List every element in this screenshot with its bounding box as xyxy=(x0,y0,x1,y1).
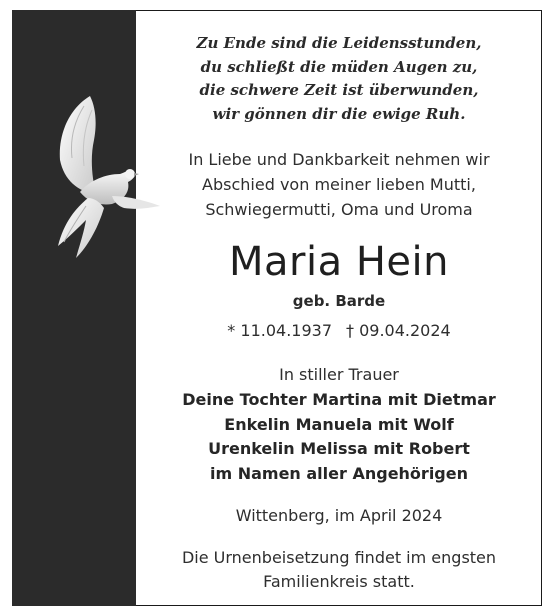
intro-line: Schwiegermutti, Oma und Uroma xyxy=(205,200,473,219)
mourner-line: Deine Tochter Martina mit Dietmar xyxy=(182,390,496,409)
burial-line: Familienkreis statt. xyxy=(263,572,415,591)
place-date: Wittenberg, im April 2024 xyxy=(235,506,443,525)
mourner-line: Urenkelin Melissa mit Robert xyxy=(208,439,470,458)
poem xyxy=(136,32,542,126)
birth-date: * 11.04.1937 xyxy=(227,321,332,340)
intro-line: In Liebe und Dankbarkeit nehmen wir xyxy=(188,150,490,169)
death-date: † 09.04.2024 xyxy=(346,321,451,340)
burial-line: Die Urnenbeisetzung findet im engsten xyxy=(181,548,497,567)
notice-content xyxy=(136,10,542,606)
mourning-heading: In stiller Trauer xyxy=(279,365,399,384)
maiden-name: geb. Barde xyxy=(292,292,386,310)
burial-notice xyxy=(136,546,542,594)
intro-line: Abschied von meiner lieben Mutti, xyxy=(202,175,476,194)
mourners-list xyxy=(136,388,542,486)
poem-line: wir gönnen dir die ewige Ruh. xyxy=(212,104,466,123)
deceased-name: Maria Hein xyxy=(229,239,449,285)
life-dates xyxy=(136,319,542,343)
poem-line: die schwere Zeit ist überwunden, xyxy=(199,81,479,99)
poem-line: du schließt die müden Augen zu, xyxy=(200,57,478,76)
mourner-line: im Namen aller Angehörigen xyxy=(209,463,468,483)
intro-text xyxy=(136,147,542,222)
poem-line: Zu Ende sind die Leidensstunden, xyxy=(196,34,482,52)
mourner-line: Enkelin Manuela mit Wolf xyxy=(224,414,454,434)
